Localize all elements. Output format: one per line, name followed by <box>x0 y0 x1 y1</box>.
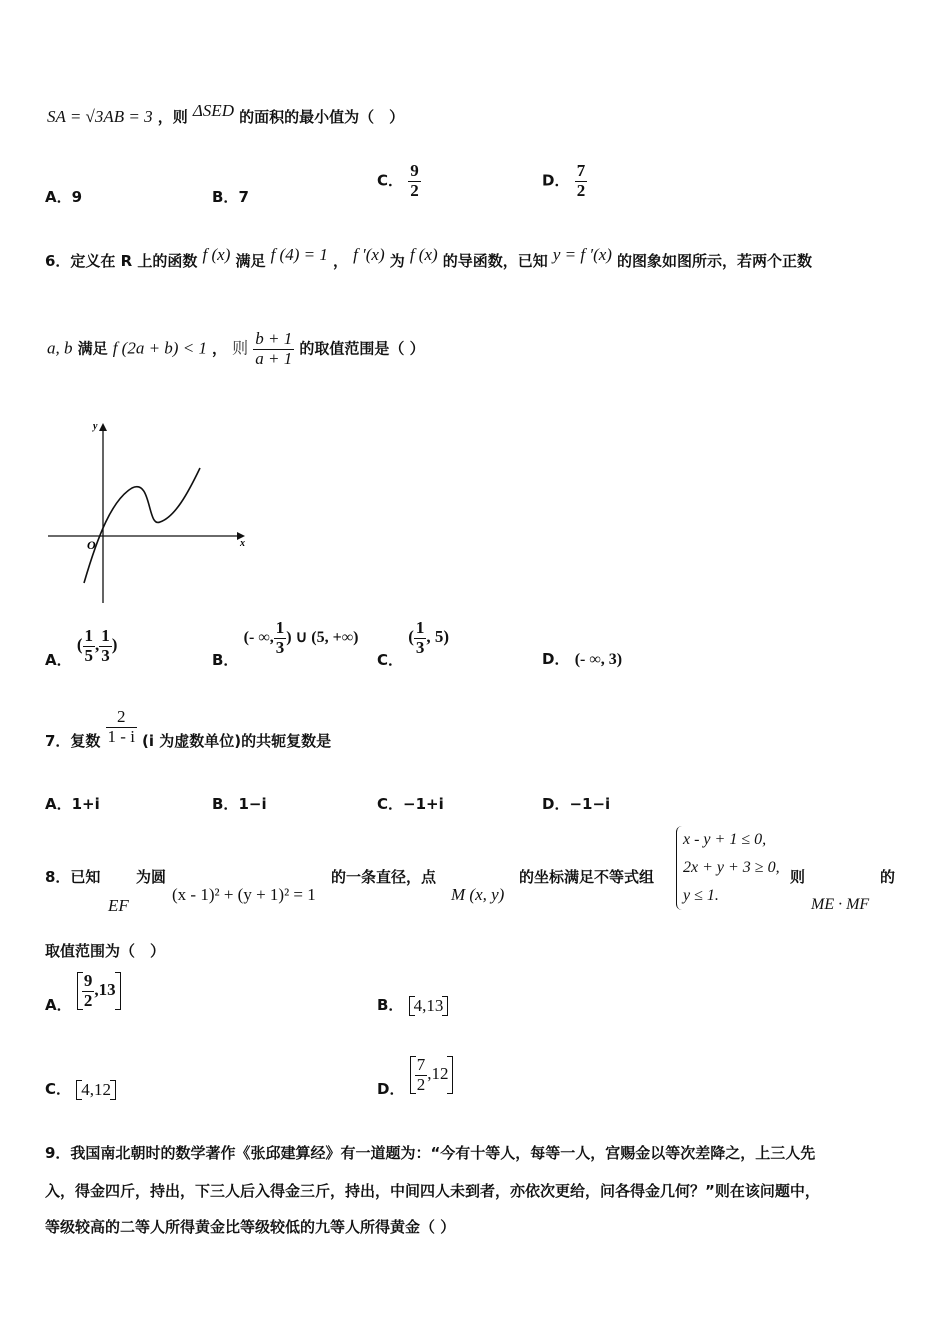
q5-option-d[interactable]: D． $\frac{7}{2}$ <box>542 161 586 200</box>
q8-point-m: M (x, y) <box>451 885 505 904</box>
q6-option-c[interactable]: C． ( $\frac{1}{3}$ , 5) <box>377 618 450 670</box>
x-axis-label: x <box>240 538 245 549</box>
q7-option-c[interactable]: C．−1+i <box>377 795 444 813</box>
q8-de: 的 <box>880 868 896 886</box>
q7-stem: 7．复数 $\frac{2}{1 - i}$ (i 为虚数单位)的共轭复数是 <box>45 707 332 750</box>
q6-option-a[interactable]: A． ( $\frac{1}{5}$ , $\frac{1}{3}$ ) <box>45 626 118 670</box>
y-axis-label: y <box>93 421 98 432</box>
q5-ask: 的面积的最小值为（ ） <box>239 108 405 126</box>
q5-option-a[interactable]: A．9 <box>45 188 83 206</box>
q8-circle-equation: (x - 1)² + (y + 1)² = 1 <box>172 885 316 904</box>
q6-option-d[interactable]: D． (- ∞, 3) <box>542 650 623 668</box>
q8-intro: 8．已知 <box>45 868 101 886</box>
q5-option-c[interactable]: C． $\frac{9}{2}$ <box>377 161 419 200</box>
q5-condition <box>47 101 405 127</box>
q8-diameter-text: 的一条直径，点 <box>331 868 437 886</box>
q5-cond-text: ，则 <box>157 108 188 126</box>
q9-line-3: 等级较高的二等人所得黄金比等级较低的九等人所得黄金（ ） <box>45 1218 456 1236</box>
q6-derivative-graph <box>40 415 260 610</box>
q5-option-c-fraction: $\frac{9}{2}$ <box>410 161 419 200</box>
q8-inequality-system: x - y + 1 ≤ 0, 2x + y + 3 ≥ 0, y ≤ 1. <box>676 826 780 910</box>
q8-option-a[interactable]: A． $\frac{9}{2}$ ,13 <box>45 972 121 1010</box>
q9-line-1: 9．我国南北朝时的数学著作《张邱建算经》有一道题为：“今有十等人，每等一人，宫赐金以等次差降之，上三人先 <box>45 1144 816 1162</box>
q8-option-b[interactable]: B． 4,13 <box>377 994 448 1016</box>
q7-option-d[interactable]: D．−1−i <box>542 795 611 813</box>
origin-label: O <box>87 538 96 552</box>
q5-option-d-fraction: $\frac{7}{2}$ <box>576 161 586 200</box>
q7-option-a[interactable]: A．1+i <box>45 795 100 813</box>
q8-dot-product: ME · MF <box>811 896 870 913</box>
q5-triangle: ΔSED <box>192 101 234 120</box>
q5-cond-math: SA = √3AB = 3 <box>47 107 153 126</box>
q8-circle-word: 为圆 <box>136 868 167 886</box>
q7-option-b[interactable]: B．1−i <box>212 795 267 813</box>
derivative-curve <box>84 468 200 583</box>
q6-stem-line2: a, b 满足 f (2a + b) < 1 ， 则 $\frac{b + 1}{a + 1}$ 的取值范围是（ ） <box>47 329 425 368</box>
q6-ratio-fraction: $\frac{b + 1}{a + 1}$ <box>255 329 293 368</box>
q8-option-d[interactable]: D． $\frac{7}{2}$ ,12 <box>377 1056 453 1094</box>
q6-option-b[interactable]: B． (- ∞, $\frac{1}{3}$ ) ∪ (5, +∞) <box>212 618 359 669</box>
q7-fraction: $\frac{2}{1 - i}$ <box>107 707 135 746</box>
q8-range-ask: 取值范围为（ ） <box>45 942 166 960</box>
q8-ef: EF <box>108 896 129 915</box>
q6-stem-line1: 6．定义在 R 上的函数 f (x) 满足 f (4) = 1 ， f ′(x) 为 f (x) 的导函数，已知 y = f ′(x) 的图象如图所示，若两个正数 <box>45 245 813 270</box>
q8-ineq-text: 的坐标满足不等式组 <box>519 868 655 886</box>
y-axis-arrow-icon <box>99 423 107 431</box>
q8-option-c[interactable]: C． 4,12 <box>45 1078 116 1100</box>
q9-line-2: 入，得金四斤，持出，下三人后入得金三斤，持出，中间四人未到者，亦依次更给，问各得金几何？”则在该问题中， <box>45 1182 820 1200</box>
q5-option-b[interactable]: B．7 <box>212 188 249 206</box>
q8-then: 则 <box>790 868 806 886</box>
